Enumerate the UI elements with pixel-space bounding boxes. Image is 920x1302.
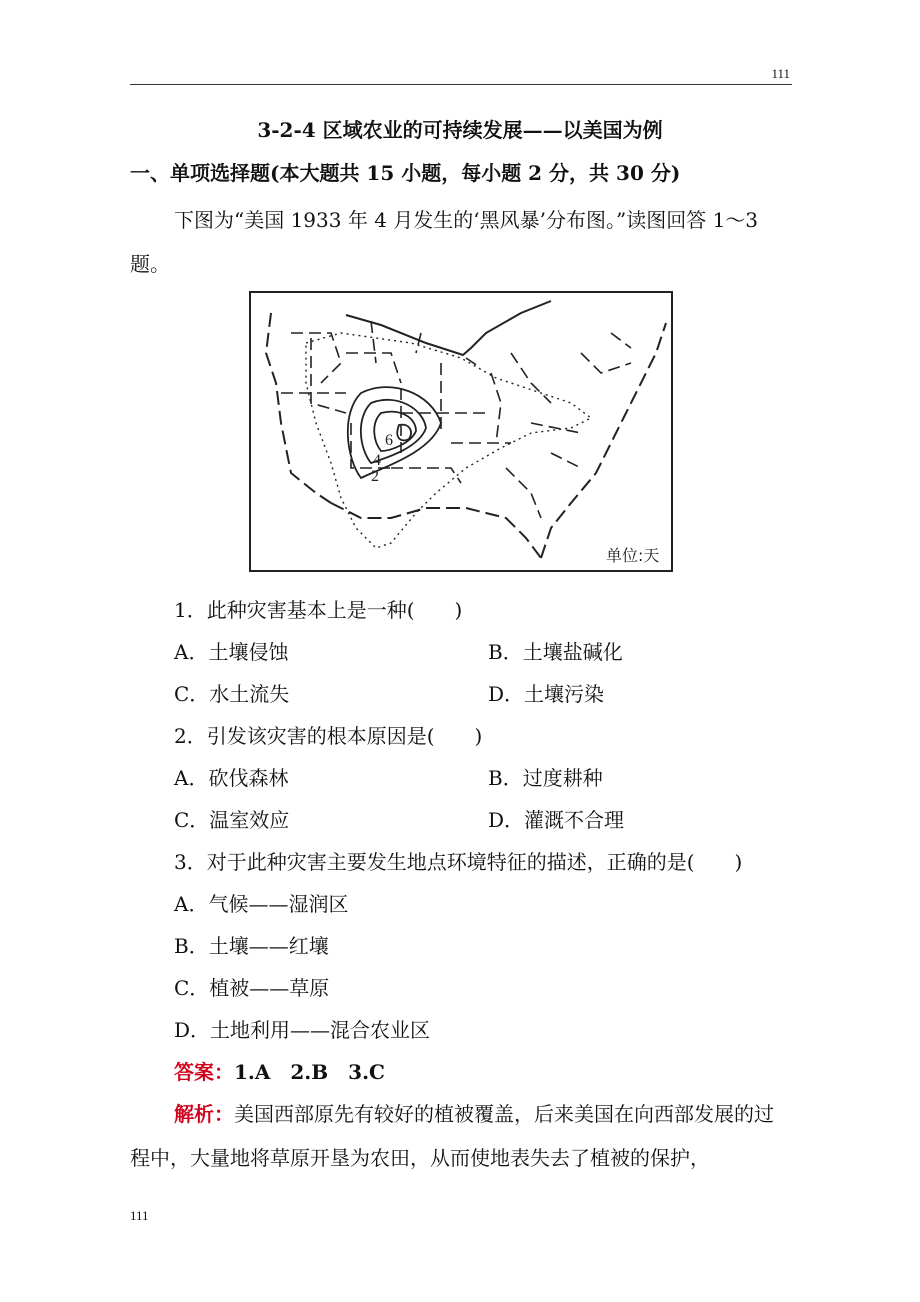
northern-border	[346, 301, 551, 355]
contour-label-2: 2	[371, 468, 379, 485]
contour-inner	[374, 412, 416, 451]
analysis-paragraph	[130, 1092, 792, 1180]
dust-storm-map	[249, 291, 673, 572]
header-page-number: 111	[771, 66, 790, 81]
answer-label: 答案：	[174, 1060, 234, 1084]
map-unit-label: 单位:天	[606, 546, 660, 565]
analysis-text: 美国西部原先有较好的植被覆盖，后来美国在向西部发展的过程中，大量地将草原开垦为农田，从而使地表失去了植被的保护，	[130, 1102, 774, 1170]
question-1-stem: 1．此种灾害基本上是一种( )	[174, 598, 463, 622]
question-2-option-a[interactable]: A．砍伐森林	[174, 766, 289, 790]
question-3-option-d[interactable]: D．土地利用——混合农业区	[174, 1018, 431, 1042]
contour-lines	[348, 387, 441, 478]
question-1-option-c[interactable]: C．水土流失	[174, 682, 290, 706]
question-2-option-b[interactable]: B．过度耕种	[488, 766, 603, 790]
question-2-option-d[interactable]: D．灌溉不合理	[488, 808, 625, 832]
west-coast	[266, 313, 331, 503]
question-1-option-a[interactable]: A．土壤侵蚀	[174, 640, 289, 664]
question-3-option-c[interactable]: C．植被——草原	[174, 976, 330, 1000]
answer-line	[174, 1056, 385, 1085]
intro-text: 下图为“美国 1933 年 4 月发生的‘黑风暴’分布图。”读图回答 1～3 题。	[130, 208, 759, 276]
question-3-option-a[interactable]: A．气候——湿润区	[174, 892, 349, 916]
analysis-label: 解析：	[174, 1102, 234, 1126]
contour-label-6: 6	[385, 432, 393, 449]
question-2-stem: 2．引发该灾害的根本原因是( )	[174, 724, 483, 748]
map-drawing	[251, 293, 671, 570]
east-coast	[541, 323, 666, 558]
header-rule	[130, 84, 792, 85]
question-3-option-b[interactable]: B．土壤——红壤	[174, 934, 329, 958]
contour-label-4: 4	[373, 452, 381, 469]
question-2-option-c[interactable]: C．温室效应	[174, 808, 290, 832]
gulf-coast	[331, 503, 541, 558]
question-3-stem: 3．对于此种灾害主要发生地点环境特征的描述，正确的是( )	[174, 850, 743, 874]
question-1-option-d[interactable]: D．土壤污染	[488, 682, 605, 706]
contour-core	[397, 425, 411, 441]
section-heading: 一、单项选择题(本大题共 15 小题，每小题 2 分，共 30 分)	[130, 161, 681, 185]
state-boundaries	[281, 321, 631, 518]
question-1-option-b[interactable]: B．土壤盐碱化	[488, 640, 623, 664]
answer-text: 1.A 2.B 3.C	[234, 1060, 385, 1084]
footer-page-number: 111	[130, 1208, 149, 1223]
page-title: 3-2-4 区域农业的可持续发展——以美国为例	[257, 118, 663, 142]
